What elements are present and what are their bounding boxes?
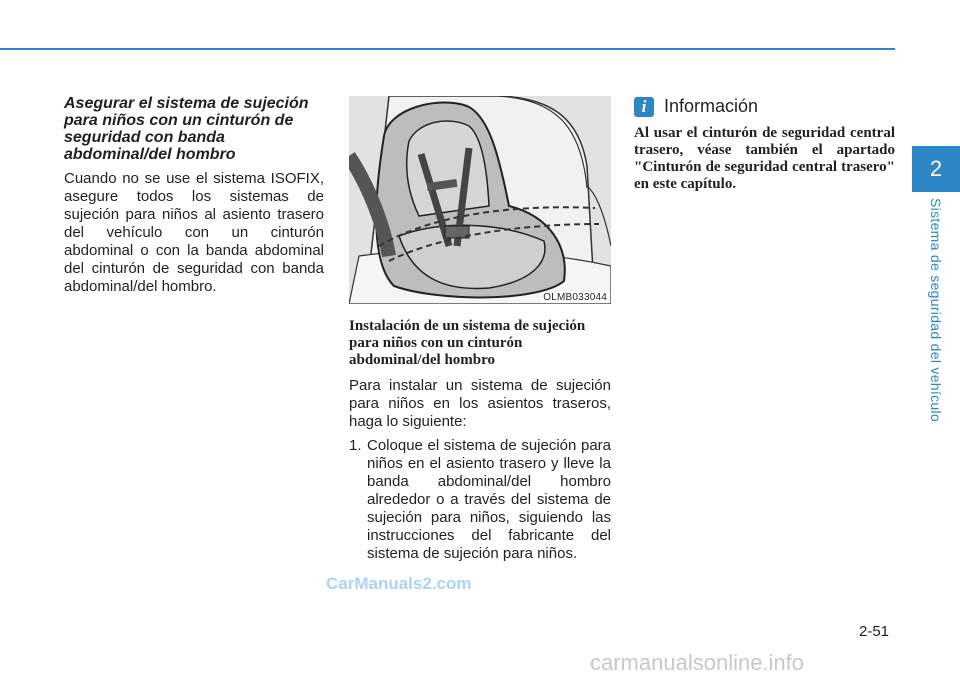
watermark-carmanuals2[interactable]: CarManuals2.com [326,574,472,593]
column-2 [349,96,611,563]
step-text: Coloque el sistema de sujeción para niños en el asiento trasero y lleve la banda abdominal/del hombro alrededor o a través del sistema de sujeción para niños, siguiendo las instrucciones del fabricante del sistema de sujeción para niños. [367,437,611,562]
info-title: Información [664,96,759,116]
page-number: 2-51 [859,623,890,640]
section-subtitle: Asegurar el sistema de sujeción para niños con un cinturón de seguridad con banda abdominal/del hombro [64,95,309,163]
info-header [634,96,895,117]
install-step [349,437,611,563]
section-body: Cuando no se use el sistema ISOFIX, asegure todos los sistemas de sujeción para niños al asiento trasero del vehículo con un cinturón abdominal o con la banda abdominal del cinturón de seguridad con banda abdominal/del hombro. [64,170,324,295]
figure-code: OLMB033044 [543,292,607,303]
step-number: 1. [349,437,362,454]
column-3 [634,96,895,193]
figure-caption: Instalación de un sistema de sujeción para niños con un cinturón abdominal/del hombro [349,318,586,368]
install-steps [349,437,611,563]
info-text: Al usar el cinturón de seguridad central trasero, véase también el apartado "Cinturón de seguridad central trasero" en este capítulo. [634,125,895,192]
column-1 [64,95,324,296]
child-seat-drawing [349,96,611,304]
watermark-carmanualsonline[interactable]: carmanualsonline.info [590,650,805,675]
chapter-tab: 2 [912,146,960,192]
child-seat-illustration [349,96,611,304]
chapter-label: Sistema de seguridad del vehículo [928,198,944,422]
info-icon: i [634,97,654,117]
top-rule [0,48,895,50]
install-intro: Para instalar un sistema de sujeción para niños en los asientos traseros, haga lo siguiente: [349,377,611,430]
